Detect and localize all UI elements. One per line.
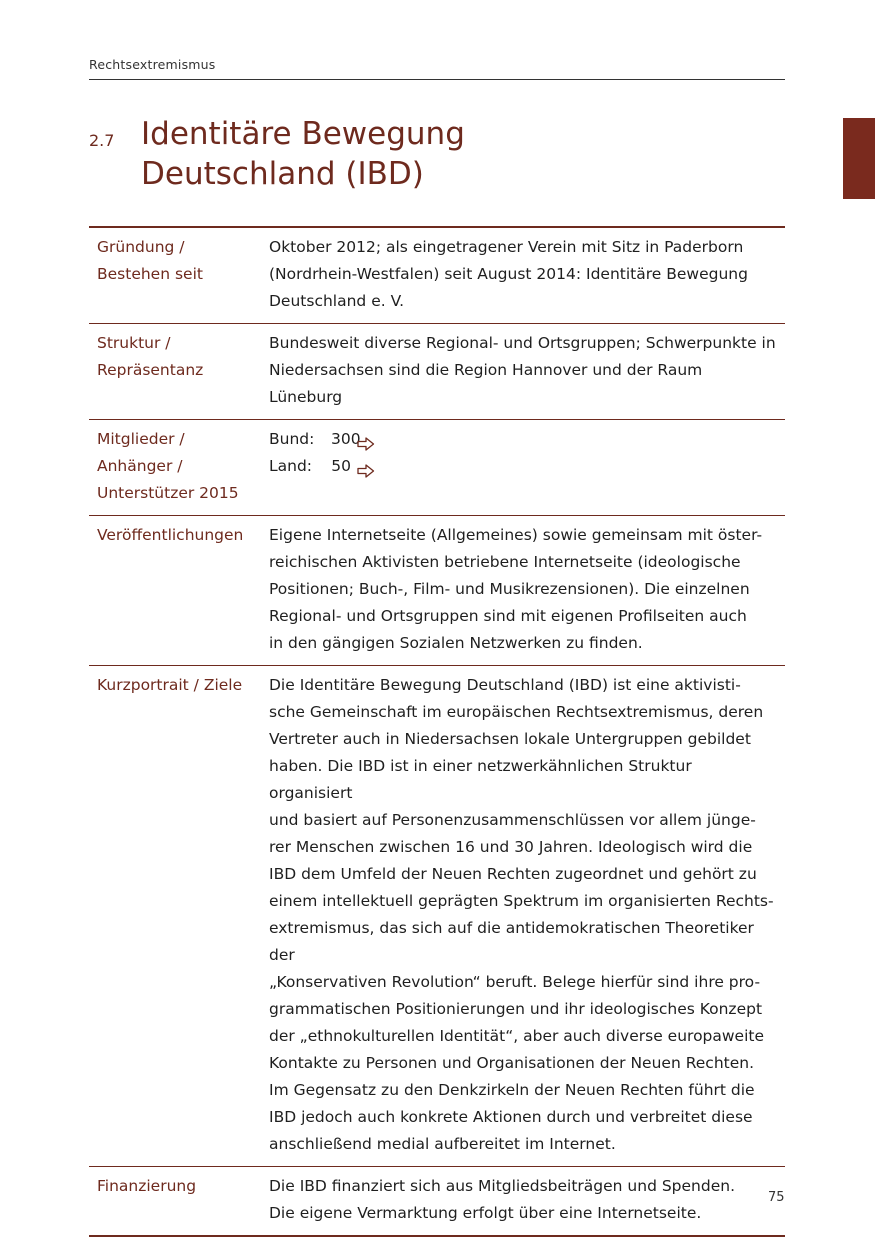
header-rule: [89, 79, 785, 80]
member-count-line: [269, 426, 779, 453]
row-label-line: Bestehen seit: [97, 265, 203, 283]
row-label-line: Repräsentanz: [97, 361, 204, 379]
table-row: [89, 324, 785, 420]
section-title-line-2: Deutschland (IBD): [141, 156, 424, 192]
fact-table: [89, 226, 785, 1237]
row-value-line: IBD jedoch auch konkrete Aktionen durch und verbreitet diese: [269, 1108, 753, 1126]
row-value: [269, 1167, 785, 1237]
row-value-line: Die IBD finanziert sich aus Mitgliedsbeiträgen und Spenden.: [269, 1177, 736, 1195]
row-value-line: Niedersachsen sind die Region Hannover und der Raum Lüneburg: [269, 361, 703, 406]
row-value-line: Regional- und Ortsgruppen sind mit eigenen Profilseiten auch: [269, 607, 747, 625]
chapter-tab-marker: [843, 118, 875, 199]
row-value-line: rer Menschen zwischen 16 und 30 Jahren. Ideologisch wird die: [269, 838, 753, 856]
row-value-line: grammatischen Positionierungen und ihr ideologisches Konzept: [269, 1000, 763, 1018]
member-scope-label: Land:: [269, 457, 313, 475]
row-label-line: Struktur /: [97, 334, 171, 352]
row-value-line: einem intellektuell geprägten Spektrum im organisierten Rechts-: [269, 892, 774, 910]
row-label-line: Mitglieder /: [97, 430, 185, 448]
row-value-line: extremismus, das sich auf die antidemokratischen Theoretiker der: [269, 919, 754, 964]
arrow-right-icon: [357, 433, 375, 447]
section-number: 2.7: [89, 131, 115, 150]
row-value-line: Eigene Internetseite (Allgemeines) sowie gemeinsam mit öster-: [269, 526, 763, 544]
table-row: [89, 666, 785, 1167]
row-label-line: Kurzportrait / Ziele: [97, 676, 243, 694]
row-value: [269, 324, 785, 420]
table-row: [89, 227, 785, 324]
row-value-line: sche Gemeinschaft im europäischen Rechtsextremismus, deren: [269, 703, 764, 721]
arrow-right-icon: [357, 460, 375, 474]
row-value-line: haben. Die IBD ist in einer netzwerkähnlichen Struktur organisiert: [269, 757, 692, 802]
row-value-line: reichischen Aktivisten betriebene Internetseite (ideologische: [269, 553, 741, 571]
row-label: [89, 324, 269, 420]
row-value-line: anschließend medial aufbereitet im Internet.: [269, 1135, 616, 1153]
member-count-line: [269, 453, 779, 480]
row-label: [89, 420, 269, 516]
row-label-line: Unterstützer 2015: [97, 484, 239, 502]
row-value: [269, 666, 785, 1167]
row-value-line: Vertreter auch in Niedersachsen lokale Untergruppen gebildet: [269, 730, 751, 748]
running-head: Rechtsextremismus: [89, 57, 216, 72]
row-label: [89, 666, 269, 1167]
row-value-line: und basiert auf Personenzusammenschlüssen vor allem jünge-: [269, 811, 756, 829]
member-count-value: 300: [331, 430, 361, 448]
row-value: [269, 420, 785, 516]
row-value-line: Oktober 2012; als eingetragener Verein mit Sitz in Paderborn: [269, 238, 744, 256]
section-title: [141, 114, 741, 194]
row-label: [89, 227, 269, 324]
row-label: [89, 1167, 269, 1237]
table-row: [89, 1167, 785, 1237]
row-value: [269, 516, 785, 666]
row-label-line: Anhänger /: [97, 457, 183, 475]
page-number: 75: [768, 1190, 785, 1205]
row-label-line: Finanzierung: [97, 1177, 197, 1195]
row-label-line: Veröffentlichungen: [97, 526, 244, 544]
table-row: [89, 420, 785, 516]
row-value-line: (Nordrhein-Westfalen) seit August 2014: Identitäre Bewegung: [269, 265, 748, 283]
row-value-line: IBD dem Umfeld der Neuen Rechten zugeordnet und gehört zu: [269, 865, 757, 883]
row-value-line: der „ethnokulturellen Identität“, aber auch diverse europaweite: [269, 1027, 765, 1045]
member-scope-label: Bund:: [269, 430, 315, 448]
row-value-line: Kontakte zu Personen und Organisationen der Neuen Rechten.: [269, 1054, 755, 1072]
section-title-line-1: Identitäre Bewegung: [141, 116, 465, 152]
row-value-line: Die eigene Vermarktung erfolgt über eine Internetseite.: [269, 1204, 702, 1222]
row-label-line: Gründung /: [97, 238, 185, 256]
row-value-line: Im Gegensatz zu den Denkzirkeln der Neuen Rechten führt die: [269, 1081, 755, 1099]
member-count-value: 50: [331, 457, 351, 475]
row-value-line: Deutschland e. V.: [269, 292, 405, 310]
row-value-line: Bundesweit diverse Regional- und Ortsgruppen; Schwerpunkte in: [269, 334, 776, 352]
row-value: [269, 227, 785, 324]
row-value-line: in den gängigen Sozialen Netzwerken zu finden.: [269, 634, 643, 652]
row-value-line: Die Identitäre Bewegung Deutschland (IBD) ist eine aktivisti-: [269, 676, 741, 694]
row-value-line: Positionen; Buch-, Film- und Musikrezensionen). Die einzelnen: [269, 580, 750, 598]
table-row: [89, 516, 785, 666]
row-label: [89, 516, 269, 666]
row-value-line: „Konservativen Revolution“ beruft. Belege hierfür sind ihre pro-: [269, 973, 761, 991]
